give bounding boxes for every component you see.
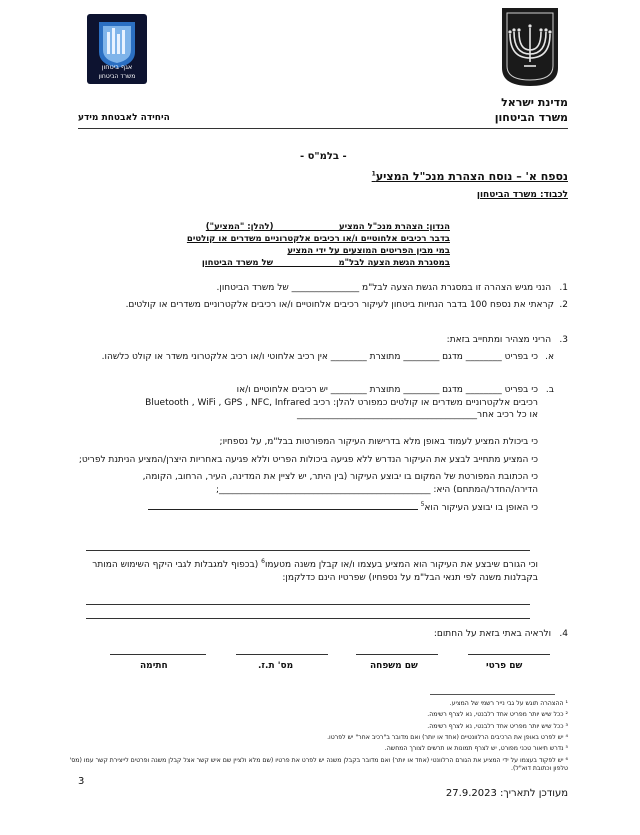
to-line: לכבוד: משרד הביטחון bbox=[476, 190, 568, 200]
subject-line-3: במי מבין הפריטים המוצעים על ידי המציע bbox=[287, 245, 450, 256]
document-title-text: נספח א' – נוסח הצהרת מנכ"ל המציע bbox=[375, 170, 568, 183]
footnote: ⁴ יש לפרט באופן את הרכיבים הרלוונטיים (אחד או יותר) ואם מדובר ב"רכיב אחר" יש לפרטו. bbox=[327, 734, 568, 742]
item-2 bbox=[68, 299, 568, 312]
item-text: קראתי את נספח 100 בדבר הנחיות ביטחון לעיקור רכיבים אלחוטיים ו/או רכיבים אלקטרוניים משדרים או קולטים. bbox=[125, 300, 554, 310]
header-divider bbox=[78, 128, 568, 129]
sub-item-b-line-1: כי בפריט ________ מדגם ________ מתוצרת ________ יש רכיבים אלחוטיים ו/או bbox=[236, 385, 538, 395]
item-number: 2. bbox=[559, 300, 568, 310]
declaration-clauses bbox=[68, 436, 538, 515]
footnote: ¹ ההצהרה תוגש על גבי נייר רשמי של המציע. bbox=[449, 700, 568, 707]
unit-logo bbox=[87, 14, 147, 84]
unit-logo-caption-sub: משרד הביטחון bbox=[98, 73, 136, 80]
item-number: 1. bbox=[559, 283, 568, 293]
updated-date: מעודכן לתאריך: 27.9.2023 bbox=[445, 788, 568, 799]
signature-field[interactable] bbox=[110, 654, 206, 655]
subject-block bbox=[160, 222, 450, 270]
label-signature: חתימה bbox=[140, 661, 168, 671]
item-1 bbox=[68, 282, 568, 295]
unit-name: היחידה לאבטחת מידע bbox=[78, 113, 170, 123]
label-first-name: שם פרטי bbox=[486, 661, 523, 671]
contractor-line-1[interactable] bbox=[86, 604, 530, 605]
sub-item-b-line-2: רכיבים אלקטרוניים משדרים או קולטים כמפורט להלן: רכיב Bluetooth , WiFi , GPS , NFC, Infrared bbox=[145, 397, 538, 408]
clause-contractor bbox=[68, 558, 538, 584]
footnotes bbox=[68, 700, 568, 774]
clause-address: כי הכתובת המפורטת של המקום בו יבוצע העיקור (בין היתר, יש לציין את המדינה, העיר, הרחוב, הקומה, הדירה/החדר/המתחם) היא: _______________________________________________; bbox=[142, 472, 538, 495]
item-number: 3. bbox=[559, 335, 568, 345]
footnote: ³ ככל שיש יותר מפריט אחד רלבנטי, נא לצרף רשימה. bbox=[427, 722, 568, 730]
method-line-2 bbox=[86, 550, 530, 551]
item-text: הריני מצהיר ומתחייב בזאת: bbox=[446, 335, 552, 345]
item-4 bbox=[68, 628, 568, 641]
clause-method-text: כי האופן בו יבוצע העיקור הוא bbox=[424, 503, 538, 514]
sub-item-text: כי בפריט ________ מדגם ________ מתוצרת ________ אין רכיב אלחוטי ו/או רכיב אלקטרוני משדר או קולט כלשהו. bbox=[101, 352, 538, 362]
sub-item-letter: ב. bbox=[545, 385, 554, 395]
clause-capability: כי ביכולת המציע לעמוד באופן מלא בדרישות העיקור המפורטות בבל"מ, על נספחיו; bbox=[219, 437, 538, 447]
id-number-field[interactable] bbox=[236, 654, 328, 655]
document-title bbox=[372, 170, 568, 183]
footnote-ref-6: 6 bbox=[261, 558, 265, 565]
sub-item-b-line-3: או כל רכיב אחר________________________________________ bbox=[297, 410, 538, 421]
clause-contractor-rest: (בכפוף למגבלות לגבי היקף השימוש המותר בקבלנות משנה לפי תנאי הבל"מ על נספחיו) שפרטיו הינם כדלקמן: bbox=[92, 560, 538, 583]
item-3 bbox=[68, 334, 568, 347]
subject-line-1: הנדון: הצהרת מנכ"ל המציע ______________ (להלן: "המציע") bbox=[205, 222, 450, 232]
classification-label: - בלמ"ס - bbox=[300, 151, 347, 162]
state-emblem-icon bbox=[500, 6, 560, 88]
contractor-line-2[interactable] bbox=[86, 618, 530, 619]
footnote-ref-1: 1 bbox=[371, 170, 376, 178]
clause-method bbox=[68, 501, 538, 515]
subject-line-2: בדבר רכיבים אלחוטיים ו/או רכיבים אלקטרוניים משדרים או קולטים bbox=[186, 233, 450, 244]
ministry-name: משרד הביטחון bbox=[494, 111, 568, 124]
subject-line-4: במסגרת הגשת הצעה לבל"מ ______________ של משרד הביטחון bbox=[201, 257, 450, 268]
last-name-field[interactable] bbox=[356, 654, 438, 655]
clause-commitment: כי המציע מתחייב לבצע את העיקור הנדרש ללא פגיעה ביכולות הפריט וללא פגיעה באחריות היצרן/המציע הניתנת לפריט; bbox=[78, 454, 538, 465]
unit-logo-caption: אגף ביטחון bbox=[101, 63, 133, 71]
label-last-name: שם משפחה bbox=[370, 661, 418, 671]
first-name-field[interactable] bbox=[468, 654, 550, 655]
sub-item-letter: א. bbox=[545, 352, 554, 362]
method-field[interactable] bbox=[148, 509, 418, 510]
sub-item-b bbox=[68, 384, 554, 422]
item-text: ולראיה באתי בזאת על החתום: bbox=[433, 629, 552, 639]
item-number: 4. bbox=[559, 629, 568, 639]
sub-item-a bbox=[68, 351, 554, 364]
clause-contractor-text: וכי הגורם שיבצע את העיקור הוא המציע בעצמו ו/או קבלן משנה מטעמו bbox=[264, 560, 538, 570]
state-name: מדינת ישראל bbox=[501, 96, 568, 109]
footnote-ref-5: 5 bbox=[420, 501, 425, 509]
item-text: הנני מגיש הצהרה זו במסגרת הגשת הצעה לבל"מ _______________ של משרד הביטחון. bbox=[216, 283, 552, 293]
footnote-divider bbox=[430, 694, 555, 695]
footnote: ² ככל שיש יותר מפריט אחד רלבנטי, נא לצרף רשימה. bbox=[427, 711, 568, 719]
page-number: 3 bbox=[78, 776, 85, 787]
footnote: ⁶ יש לפקוד בעצמו על ידי המציע את הגורם הרלוונטי (אחד או יותר) ואם מדובר בקבלן משנה יש לפרט את פרטיו (שם מלא ולציין שם איש קשר אצל קבלן משנה ופרטים לייצירת קשר עמו (מס' טלפון וכתובת דוא"ל). bbox=[69, 756, 568, 773]
footnote: ⁵ נדרש תיאור טכני מפורט, יש לצרף תמונות או תרשים לצורך המחשה. bbox=[384, 745, 568, 753]
label-id-number: מס' ת.ז. bbox=[258, 661, 294, 671]
